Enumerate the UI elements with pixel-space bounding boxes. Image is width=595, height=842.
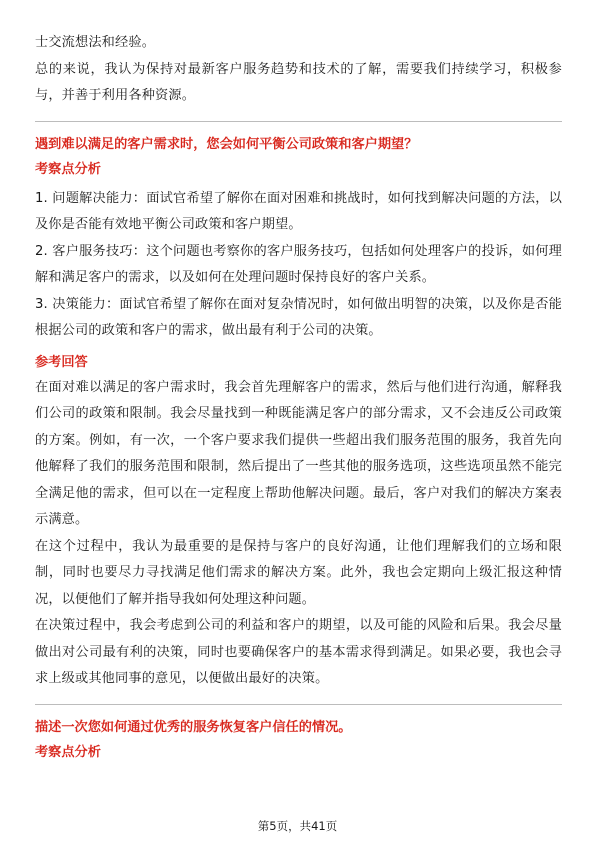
intro-paragraph: 总的来说，我认为保持对最新客户服务趋势和技术的了解，需要我们持续学习，积极参与，并善于利用各种资源。: [35, 61, 562, 103]
answer-paragraph: 在面对难以满足的客户需求时，我会首先理解客户的需求，然后与他们进行沟通，解释我们公司的政策和限制。我会尽量找到一种既能满足客户的部分需求，又不会违反公司政策的方案。例如，有一次，一个客户要求我们提供一些超出我们服务范围的服务，我首先向他解释了我们的服务范围和限制，然后提出了一些其他的服务选项，这些选项虽然不能完全满足他的需求，但可以在一定程度上帮助他解决问题。最后，客户对我们的解决方案表示满意。: [35, 379, 562, 527]
answer-paragraph: 在这个过程中，我认为最重要的是保持与客户的良好沟通，让他们理解我们的立场和限制，同时也要尽力寻找满足他们需求的解决方案。此外，我也会定期向上级汇报这种情况，以便他们了解并指导我如何处理这种问题。: [35, 538, 562, 607]
question-heading: 描述一次您如何通过优秀的服务恢复客户信任的情况。: [35, 719, 352, 735]
page-content: [35, 30, 562, 765]
intro-paragraph: 士交流想法和经验。: [35, 35, 156, 50]
analysis-heading: 考察点分析: [35, 744, 101, 760]
answer-paragraph: 在决策过程中，我会考虑到公司的利益和客户的期望，以及可能的风险和后果。我会尽量做出对公司最有利的决策，同时也要确保客户的基本需求得到满足。如果必要，我也会寻求上级或其他同事的意见，以便做出最好的决策。: [35, 618, 562, 686]
section-divider: [35, 121, 562, 122]
analysis-point: 1. 问题解决能力：面试官希望了解你在面对困难和挑战时，如何找到解决问题的方法，以及你是否能有效地平衡公司政策和客户期望。: [35, 190, 562, 232]
answer-heading: 参考回答: [35, 354, 88, 370]
analysis-point: 3. 决策能力：面试官希望了解你在面对复杂情况时，如何做出明智的决策，以及你是否能根据公司的政策和客户的需求，做出最有利于公司的决策。: [35, 296, 562, 338]
page-number: 第5页，共41页: [257, 819, 338, 833]
analysis-point: 2. 客户服务技巧：这个问题也考察你的客户服务技巧，包括如何处理客户的投诉，如何理解和满足客户的需求，以及如何在处理问题时保持良好的客户关系。: [35, 243, 562, 285]
question-heading: 遇到难以满足的客户需求时，您会如何平衡公司政策和客户期望？: [35, 136, 418, 152]
section-divider: [35, 704, 562, 705]
analysis-heading: 考察点分析: [35, 161, 101, 177]
